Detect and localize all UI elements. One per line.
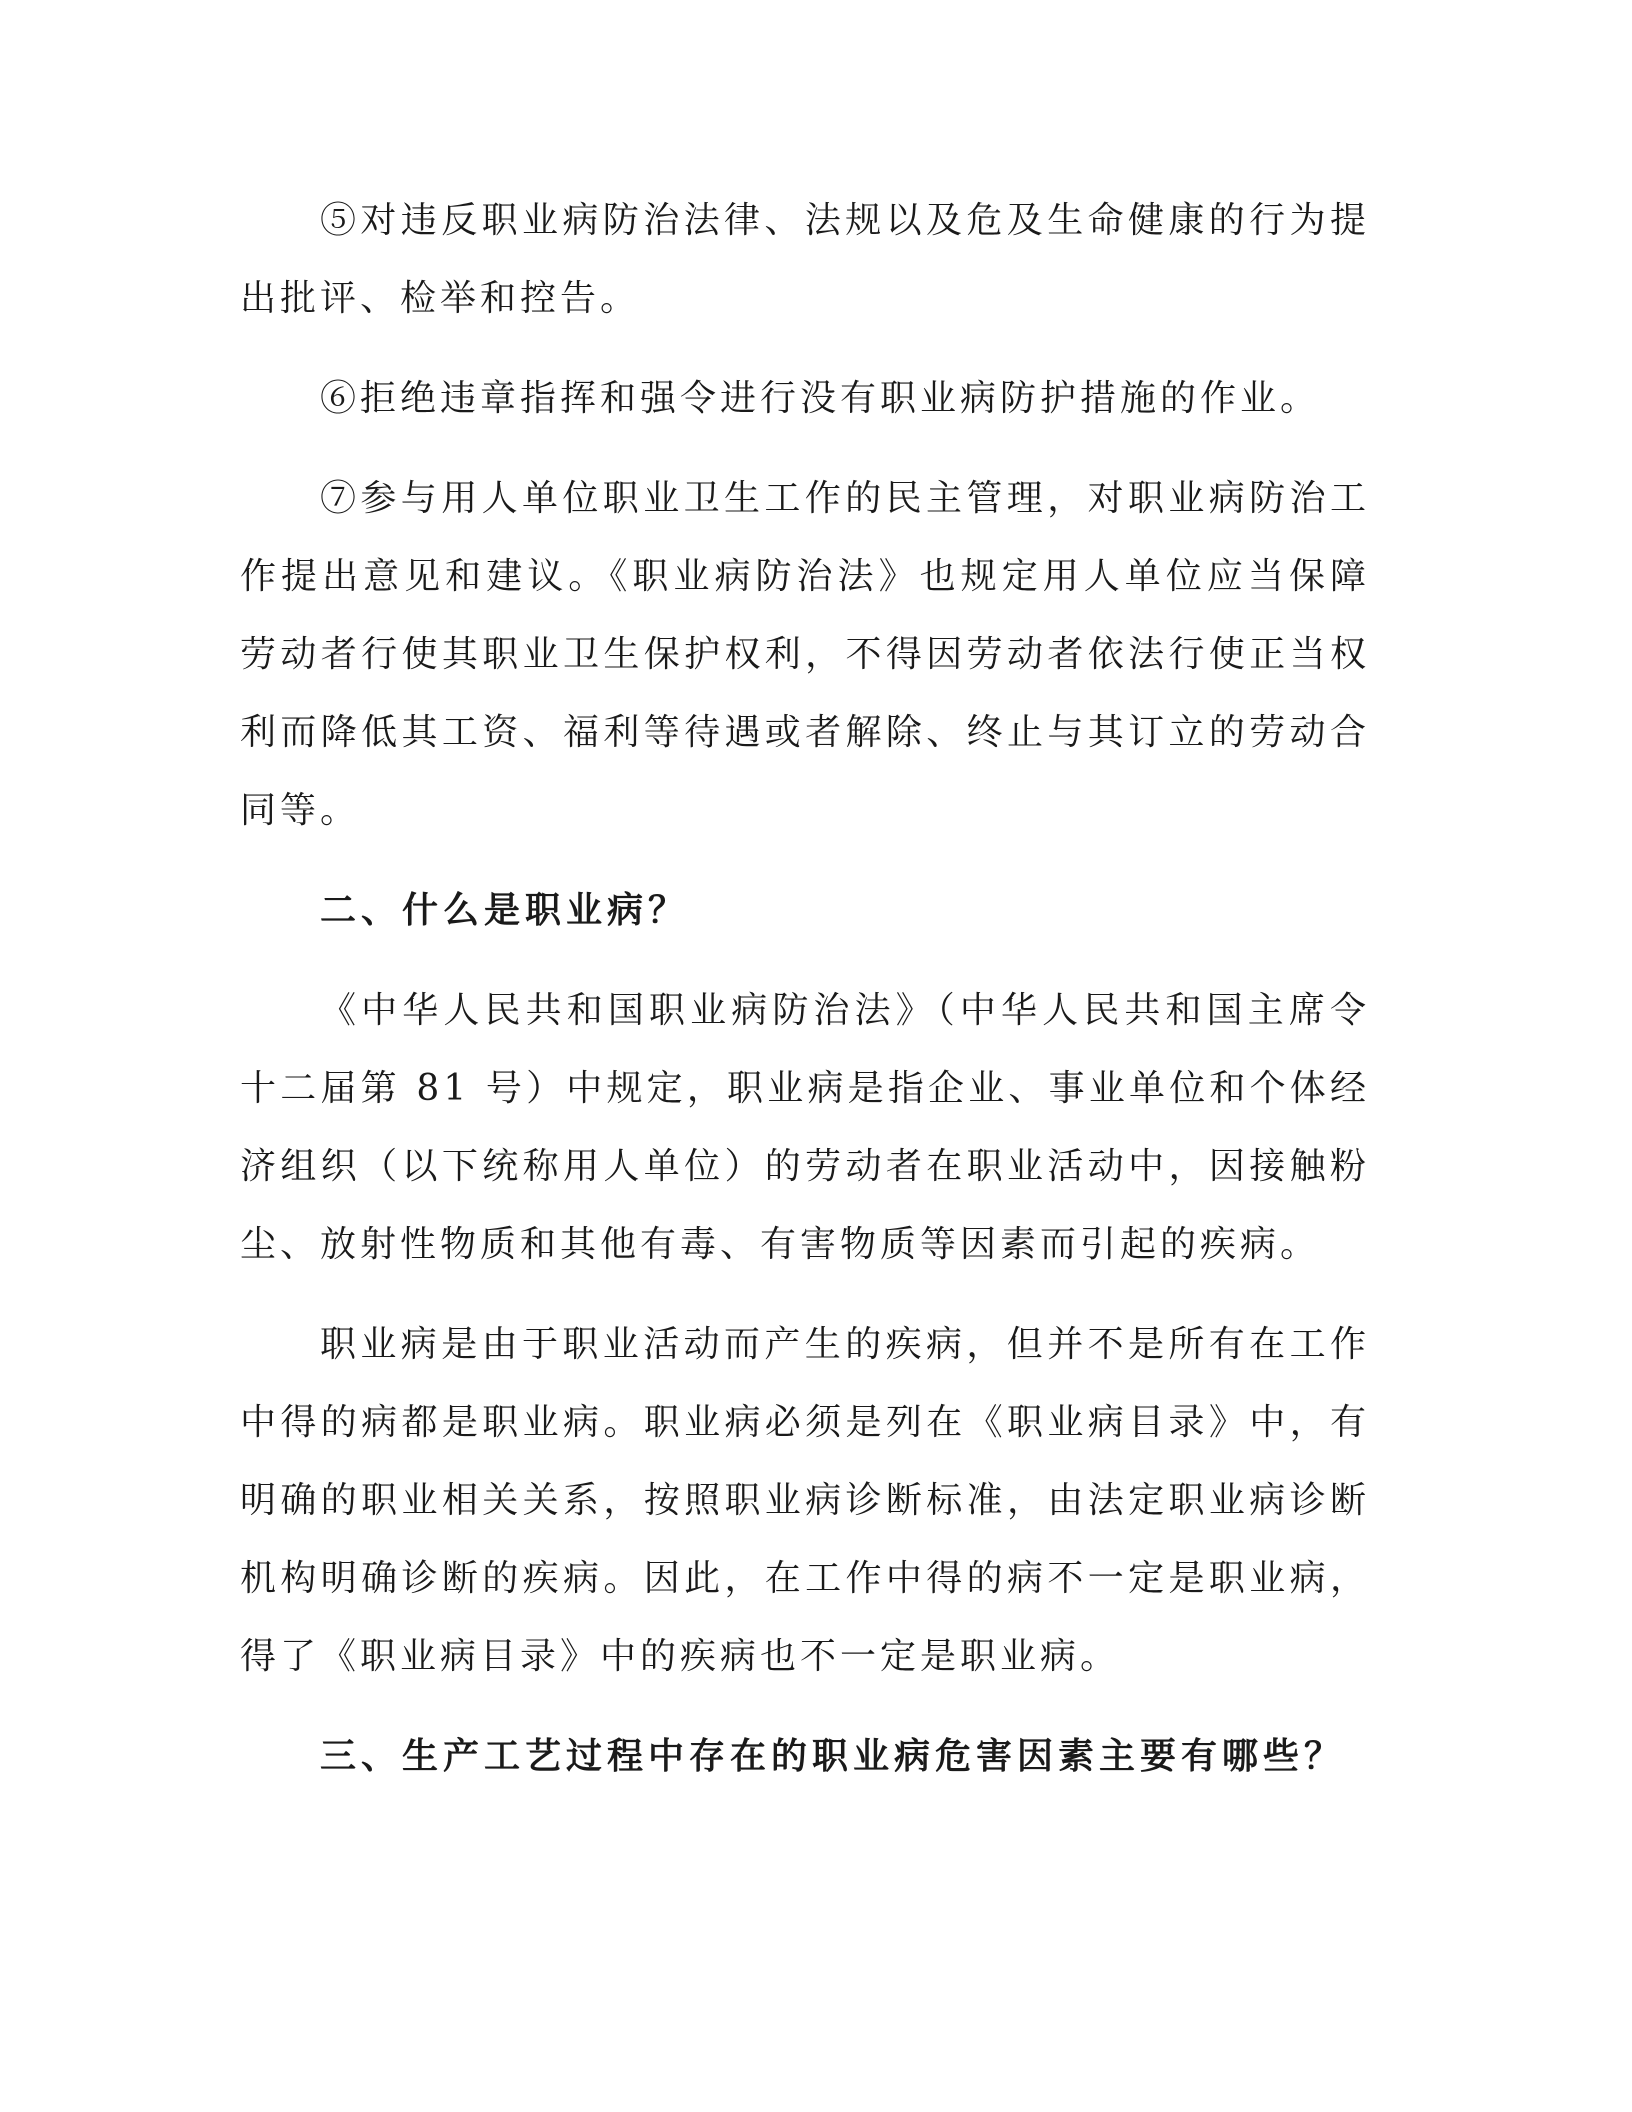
paragraph-right-7: ⑦参与用人单位职业卫生工作的民主管理，对职业病防治工作提出意见和建议。《职业病防治法》也规定用人单位应当保障劳动者行使其职业卫生保护权利，不得因劳动者依法行使正当权利而降低其工资、福利等待遇或者解除、终止与其订立的劳动合同等。 xyxy=(240,478,1370,831)
paragraph-explanation: 职业病是由于职业活动而产生的疾病，但并不是所有在工作中得的病都是职业病。职业病必须是列在《职业病目录》中，有明确的职业相关关系，按照职业病诊断标准，由法定职业病诊断机构明确诊断的疾病。因此，在工作中得的病不一定是职业病，得了《职业病目录》中的疾病也不一定是职业病。 xyxy=(240,1324,1370,1677)
paragraph-right-5: ⑤对违反职业病防治法律、法规以及危及生命健康的行为提出批评、检举和控告。 xyxy=(240,200,1370,319)
document-body xyxy=(240,182,1370,1818)
paragraph-definition: 《中华人民共和国职业病防治法》（中华人民共和国主席令十二届第 81 号）中规定，职业病是指企业、事业单位和个体经济组织（以下统称用人单位）的劳动者在职业活动中，因接触粉尘、放射性物质和其他有毒、有害物质等因素而引起的疾病。 xyxy=(240,990,1370,1265)
paragraph-right-6: ⑥拒绝违章指挥和强令进行没有职业病防护措施的作业。 xyxy=(320,378,1321,419)
section-heading-2: 二、什么是职业病？ xyxy=(320,890,690,931)
section-heading-3: 三、生产工艺过程中存在的职业病危害因素主要有哪些？ xyxy=(320,1736,1346,1777)
